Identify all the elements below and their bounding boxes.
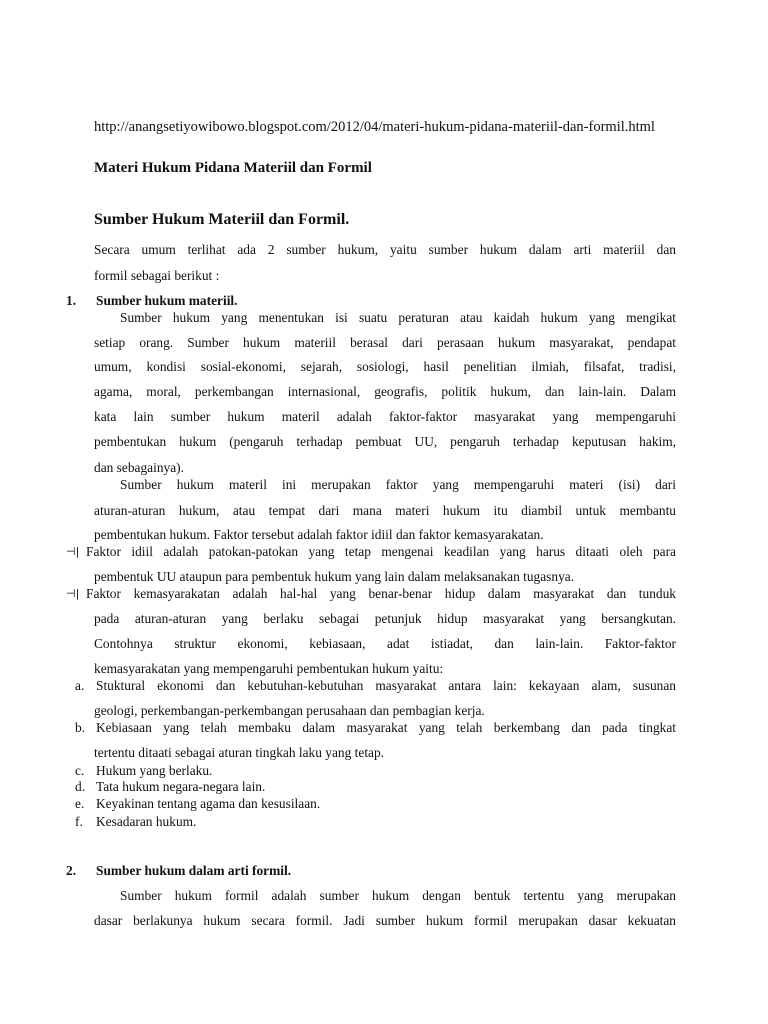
bullet2-line: Contohnya struktur ekonomi, kebiasaan, adat istiadat, dan lain-lain. Faktor-faktor [94,636,676,651]
intro-line: formil sebagai berikut : [94,268,220,283]
bullet-icon: ⊣| [66,587,80,600]
item2-heading: Sumber hukum dalam arti formil. [96,863,292,878]
sub-a-line: Stuktural ekonomi dan kebutuhan-kebutuhan masyarakat antara lain: kekayaan alam, susunan [96,678,676,693]
sub-c-text: Hukum yang berlaku. [96,763,213,778]
sub-item-letter: f. [75,814,83,829]
item1-para1-line: pembentukan hukum (pengaruh terhadap pembuat UU, pengaruh terhadap keputusan hakim, [94,434,676,449]
item1-para1-line: setiap orang. Sumber hukum materiil berasal dari perasaan hukum masyarakat, pendapat [94,335,676,350]
item1-para1-line: dan sebagainya). [94,460,184,475]
bullet1-line: Faktor idiil adalah patokan-patokan yang tetap mengenai keadilan yang harus ditaati oleh para [86,544,676,559]
item1-para2-line: Sumber hukum materil ini merupakan faktor yang mempengaruhi materi (isi) dari [120,477,676,492]
bullet2-line: kemasyarakatan yang mempengaruhi pembentukan hukum yaitu: [94,661,444,676]
bullet2-line: Faktor kemasyarakatan adalah hal-hal yang benar-benar hidup dalam masyarakat dan tunduk [86,586,676,601]
bullet2-line: pada aturan-aturan yang berlaku sebagai petunjuk hidup masyarakat yang bersangkutan. [94,611,676,626]
item1-para2-line: aturan-aturan hukum, atau tempat dari mana materi hukum itu diambil untuk membantu [94,503,676,518]
item2-para-line: Sumber hukum formil adalah sumber hukum dengan bentuk tertentu yang merupakan [120,888,676,903]
sub-item-letter: b. [75,720,86,735]
item1-para1-line: agama, moral, perkembangan internasional, geografis, politik hukum, dan lain-lain. Dalam [94,384,676,399]
sub-item-letter: d. [75,779,86,794]
sub-item-letter: c. [75,763,85,778]
item2-number: 2. [66,863,77,878]
sub-d-text: Tata hukum negara-negara lain. [96,779,266,794]
item1-number: 1. [66,293,77,308]
sub-f-text: Kesadaran hukum. [96,814,197,829]
sub-b-line: Kebiasaan yang telah membaku dalam masyarakat yang telah berkembang dan pada tingkat [96,720,676,735]
item1-para1-line: Sumber hukum yang menentukan isi suatu peraturan atau kaidah hukum yang mengikat [120,310,676,325]
item1-heading: Sumber hukum materiil. [96,293,238,308]
sub-item-letter: a. [75,678,85,693]
sub-a-line: geologi, perkembangan-perkembangan perusahaan dan pembagian kerja. [94,703,485,718]
bullet-icon: ⊣| [66,545,80,558]
source-url[interactable]: http://anangsetiyowibowo.blogspot.com/2012/04/materi-hukum-pidana-materiil-dan-formil.html [94,118,655,135]
item1-para1-line: umum, kondisi sosial-ekonomi, sejarah, sosiologi, hasil penelitian ilmiah, filsafat, tradisi, [94,359,676,374]
bullet1-line: pembentuk UU ataupun para pembentuk hukum yang lain dalam melaksanakan tugasnya. [94,569,575,584]
section-title: Sumber Hukum Materiil dan Formil. [94,211,350,228]
document-title: Materi Hukum Pidana Materiil dan Formil [94,160,372,176]
item1-para1-line: kata lain sumber hukum materil adalah faktor-faktor masyarakat yang mempengaruhi [94,409,676,424]
sub-b-line: tertentu ditaati sebagai aturan tingkah laku yang tetap. [94,745,385,760]
item1-para2-line: pembentukan hukum. Faktor tersebut adalah faktor idiil dan faktor kemasyarakatan. [94,527,544,542]
sub-e-text: Keyakinan tentang agama dan kesusilaan. [96,796,321,811]
item2-para-line: dasar berlakunya hukum secara formil. Jadi sumber hukum formil merupakan dasar kekuatan [94,913,676,928]
intro-line: Secara umum terlihat ada 2 sumber hukum, yaitu sumber hukum dalam arti materiil dan [94,242,676,257]
sub-item-letter: e. [75,796,85,811]
